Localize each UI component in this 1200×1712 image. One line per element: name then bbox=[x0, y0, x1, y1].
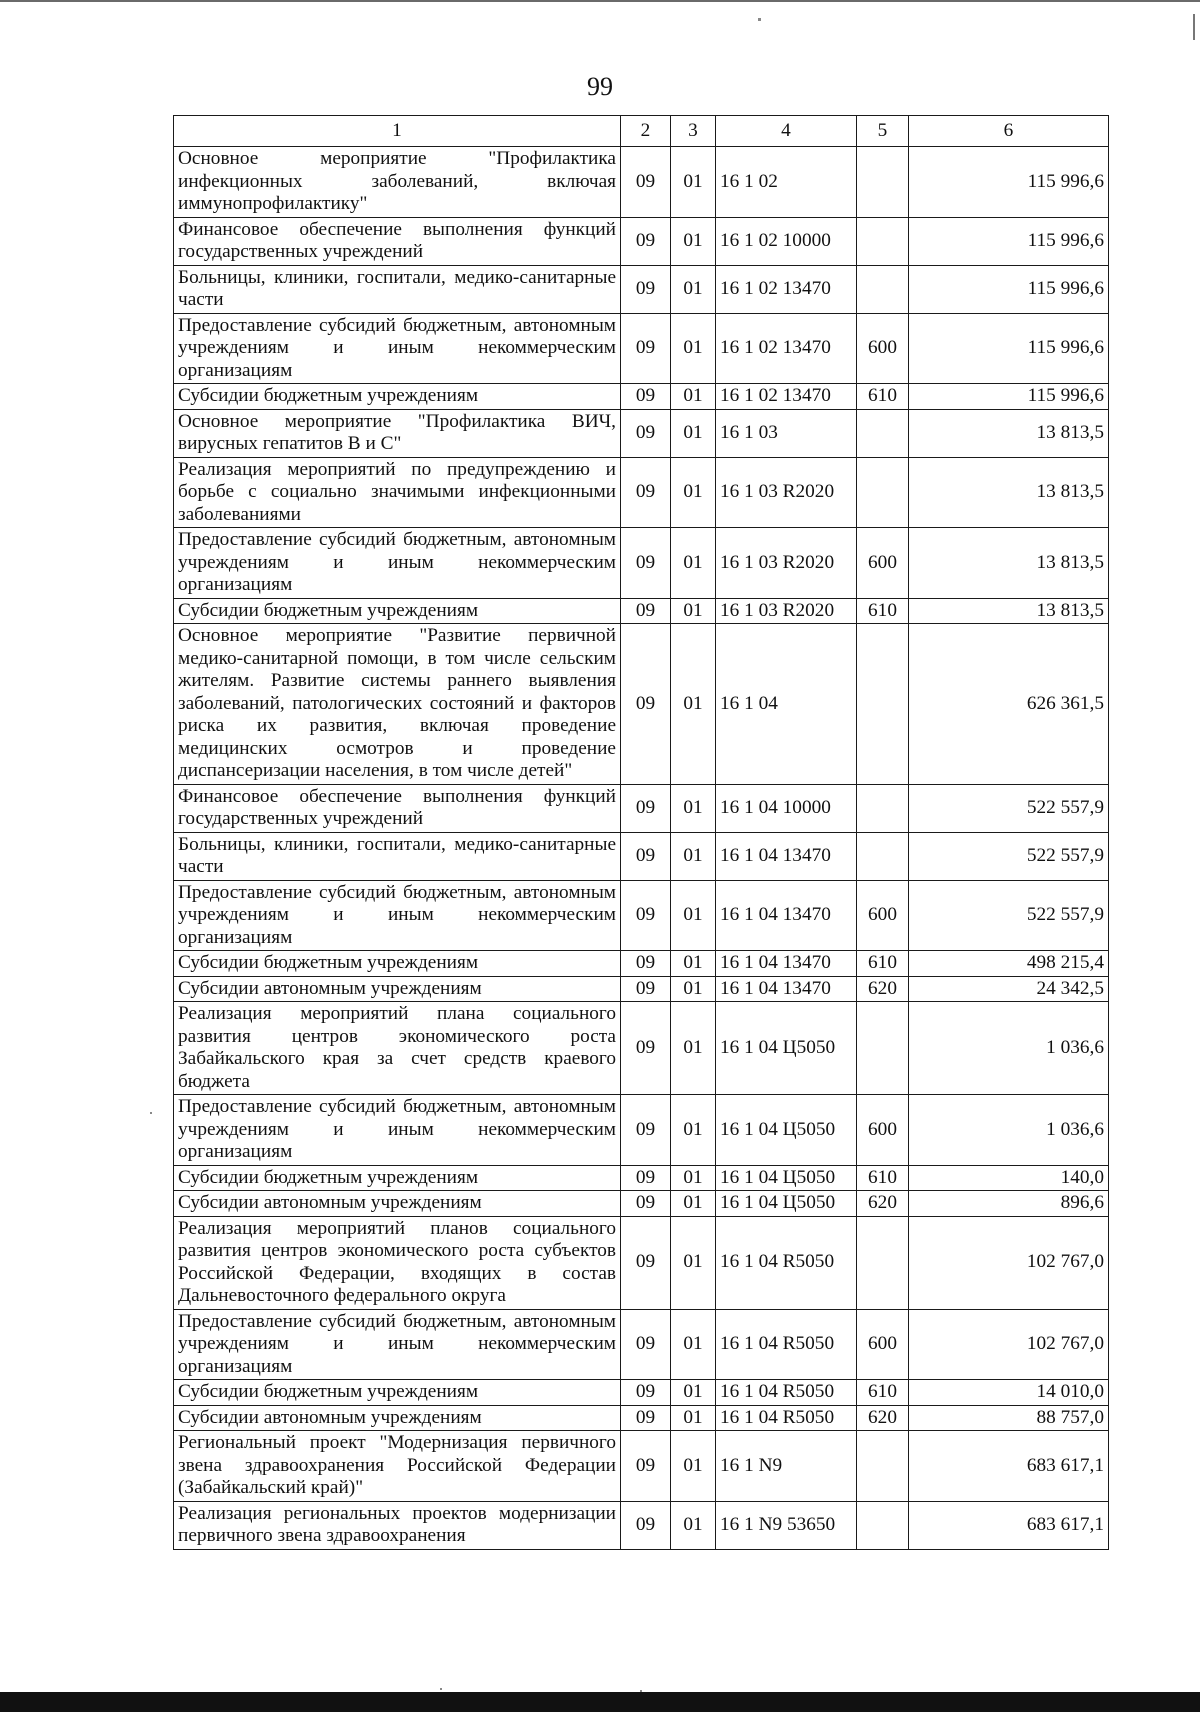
row-subsection-cell: 01 bbox=[671, 1095, 716, 1166]
row-subsection-cell: 01 bbox=[671, 1501, 716, 1549]
row-name-cell: Субсидии автономным учреждениям bbox=[174, 976, 621, 1002]
row-amount-cell: 140,0 bbox=[909, 1165, 1109, 1191]
table-row bbox=[174, 1165, 1109, 1191]
row-amount-cell: 683 617,1 bbox=[909, 1431, 1109, 1502]
row-name-cell: Реализация мероприятий планов социального развития центров экономического роста субъектов Российской Федерации, входящих в состав Дальневосточного федерального округа bbox=[174, 1216, 621, 1309]
table-row bbox=[174, 976, 1109, 1002]
row-expense-type-cell bbox=[857, 1002, 909, 1095]
scan-bottom-edge bbox=[0, 1692, 1200, 1712]
row-subsection-cell: 01 bbox=[671, 1380, 716, 1406]
header-col-1: 1 bbox=[174, 116, 621, 147]
row-subsection-cell: 01 bbox=[671, 1309, 716, 1380]
budget-table bbox=[173, 115, 1109, 1550]
row-subsection-cell: 01 bbox=[671, 880, 716, 951]
row-expense-type-cell bbox=[857, 147, 909, 218]
row-target-article-cell: 16 1 04 13470 bbox=[716, 951, 857, 977]
table-row bbox=[174, 1095, 1109, 1166]
row-amount-cell: 522 557,9 bbox=[909, 784, 1109, 832]
row-amount-cell: 683 617,1 bbox=[909, 1501, 1109, 1549]
row-expense-type-cell: 610 bbox=[857, 1380, 909, 1406]
row-expense-type-cell bbox=[857, 1216, 909, 1309]
row-name-cell: Предоставление субсидий бюджетным, автономным учреждениям и иным некоммерческим организациям bbox=[174, 528, 621, 599]
row-expense-type-cell: 620 bbox=[857, 1191, 909, 1217]
row-amount-cell: 14 010,0 bbox=[909, 1380, 1109, 1406]
row-amount-cell: 115 996,6 bbox=[909, 147, 1109, 218]
row-expense-type-cell: 600 bbox=[857, 528, 909, 599]
row-target-article-cell: 16 1 02 bbox=[716, 147, 857, 218]
row-name-cell: Больницы, клиники, госпитали, медико-санитарные части bbox=[174, 832, 621, 880]
table-row bbox=[174, 1501, 1109, 1549]
row-section-cell: 09 bbox=[621, 1380, 671, 1406]
row-section-cell: 09 bbox=[621, 1431, 671, 1502]
table-row bbox=[174, 598, 1109, 624]
row-expense-type-cell bbox=[857, 457, 909, 528]
row-name-cell: Субсидии бюджетным учреждениям bbox=[174, 598, 621, 624]
row-target-article-cell: 16 1 04 R5050 bbox=[716, 1309, 857, 1380]
row-amount-cell: 13 813,5 bbox=[909, 528, 1109, 599]
row-subsection-cell: 01 bbox=[671, 265, 716, 313]
row-subsection-cell: 01 bbox=[671, 147, 716, 218]
table-row bbox=[174, 624, 1109, 785]
table-header-row bbox=[174, 116, 1109, 147]
row-name-cell: Субсидии бюджетным учреждениям bbox=[174, 1380, 621, 1406]
row-expense-type-cell bbox=[857, 217, 909, 265]
row-expense-type-cell bbox=[857, 832, 909, 880]
row-name-cell: Субсидии бюджетным учреждениям bbox=[174, 1165, 621, 1191]
row-amount-cell: 626 361,5 bbox=[909, 624, 1109, 785]
header-col-3: 3 bbox=[671, 116, 716, 147]
row-subsection-cell: 01 bbox=[671, 1165, 716, 1191]
header-col-5: 5 bbox=[857, 116, 909, 147]
row-subsection-cell: 01 bbox=[671, 409, 716, 457]
row-target-article-cell: 16 1 02 10000 bbox=[716, 217, 857, 265]
row-section-cell: 09 bbox=[621, 784, 671, 832]
row-name-cell: Предоставление субсидий бюджетным, автономным учреждениям и иным некоммерческим организациям bbox=[174, 1095, 621, 1166]
row-amount-cell: 115 996,6 bbox=[909, 217, 1109, 265]
row-section-cell: 09 bbox=[621, 1191, 671, 1217]
row-subsection-cell: 01 bbox=[671, 1216, 716, 1309]
scan-speck bbox=[150, 1112, 152, 1114]
row-expense-type-cell: 600 bbox=[857, 313, 909, 384]
row-amount-cell: 13 813,5 bbox=[909, 598, 1109, 624]
page-number: 99 bbox=[587, 72, 613, 101]
row-target-article-cell: 16 1 03 bbox=[716, 409, 857, 457]
row-amount-cell: 498 215,4 bbox=[909, 951, 1109, 977]
row-section-cell: 09 bbox=[621, 313, 671, 384]
row-name-cell: Основное мероприятие "Профилактика инфекционных заболеваний, включая иммунопрофилактику" bbox=[174, 147, 621, 218]
row-subsection-cell: 01 bbox=[671, 1431, 716, 1502]
table-row bbox=[174, 1405, 1109, 1431]
row-section-cell: 09 bbox=[621, 1095, 671, 1166]
row-section-cell: 09 bbox=[621, 457, 671, 528]
row-subsection-cell: 01 bbox=[671, 784, 716, 832]
row-section-cell: 09 bbox=[621, 624, 671, 785]
row-section-cell: 09 bbox=[621, 1216, 671, 1309]
row-expense-type-cell: 610 bbox=[857, 384, 909, 410]
row-target-article-cell: 16 1 02 13470 bbox=[716, 265, 857, 313]
row-amount-cell: 115 996,6 bbox=[909, 313, 1109, 384]
row-target-article-cell: 16 1 03 R2020 bbox=[716, 528, 857, 599]
row-subsection-cell: 01 bbox=[671, 528, 716, 599]
row-target-article-cell: 16 1 04 Ц5050 bbox=[716, 1191, 857, 1217]
row-section-cell: 09 bbox=[621, 1309, 671, 1380]
row-subsection-cell: 01 bbox=[671, 313, 716, 384]
row-expense-type-cell bbox=[857, 265, 909, 313]
header-col-4: 4 bbox=[716, 116, 857, 147]
table-row bbox=[174, 457, 1109, 528]
row-name-cell: Субсидии автономным учреждениям bbox=[174, 1405, 621, 1431]
header-col-2: 2 bbox=[621, 116, 671, 147]
table-row bbox=[174, 784, 1109, 832]
row-name-cell: Реализация региональных проектов модернизации первичного звена здравоохранения bbox=[174, 1501, 621, 1549]
row-name-cell: Больницы, клиники, госпитали, медико-санитарные части bbox=[174, 265, 621, 313]
row-target-article-cell: 16 1 04 13470 bbox=[716, 976, 857, 1002]
row-section-cell: 09 bbox=[621, 1405, 671, 1431]
table-row bbox=[174, 1191, 1109, 1217]
row-amount-cell: 24 342,5 bbox=[909, 976, 1109, 1002]
row-target-article-cell: 16 1 04 10000 bbox=[716, 784, 857, 832]
table-row bbox=[174, 832, 1109, 880]
row-expense-type-cell: 620 bbox=[857, 976, 909, 1002]
row-section-cell: 09 bbox=[621, 832, 671, 880]
row-expense-type-cell bbox=[857, 784, 909, 832]
row-target-article-cell: 16 1 02 13470 bbox=[716, 384, 857, 410]
row-expense-type-cell bbox=[857, 624, 909, 785]
row-subsection-cell: 01 bbox=[671, 976, 716, 1002]
table-row bbox=[174, 384, 1109, 410]
row-name-cell: Субсидии бюджетным учреждениям bbox=[174, 951, 621, 977]
row-amount-cell: 522 557,9 bbox=[909, 880, 1109, 951]
row-amount-cell: 522 557,9 bbox=[909, 832, 1109, 880]
row-subsection-cell: 01 bbox=[671, 624, 716, 785]
table-row bbox=[174, 217, 1109, 265]
row-subsection-cell: 01 bbox=[671, 832, 716, 880]
scan-edge-mark bbox=[1193, 14, 1195, 40]
row-section-cell: 09 bbox=[621, 1165, 671, 1191]
row-amount-cell: 88 757,0 bbox=[909, 1405, 1109, 1431]
row-name-cell: Финансовое обеспечение выполнения функций государственных учреждений bbox=[174, 217, 621, 265]
table-row bbox=[174, 1309, 1109, 1380]
row-name-cell: Основное мероприятие "Развитие первичной медико-санитарной помощи, в том числе сельским жителям. Развитие системы раннего выявления заболеваний, патологических состояний и факторов риска их развития, включая проведение медицинских осмотров и проведение диспансеризации населения, в том числе детей" bbox=[174, 624, 621, 785]
table-body bbox=[174, 147, 1109, 1550]
row-section-cell: 09 bbox=[621, 409, 671, 457]
table-row bbox=[174, 880, 1109, 951]
row-name-cell: Региональный проект "Модернизация первичного звена здравоохранения Российской Федерации (Забайкальский край)" bbox=[174, 1431, 621, 1502]
row-target-article-cell: 16 1 04 R5050 bbox=[716, 1216, 857, 1309]
row-amount-cell: 115 996,6 bbox=[909, 265, 1109, 313]
row-subsection-cell: 01 bbox=[671, 1191, 716, 1217]
row-section-cell: 09 bbox=[621, 951, 671, 977]
scan-top-edge bbox=[0, 0, 1200, 2]
row-name-cell: Реализация мероприятий плана социального развития центров экономического роста Забайкальского края за счет средств краевого бюджета bbox=[174, 1002, 621, 1095]
row-amount-cell: 1 036,6 bbox=[909, 1095, 1109, 1166]
row-section-cell: 09 bbox=[621, 528, 671, 599]
row-section-cell: 09 bbox=[621, 217, 671, 265]
row-section-cell: 09 bbox=[621, 976, 671, 1002]
row-section-cell: 09 bbox=[621, 384, 671, 410]
row-section-cell: 09 bbox=[621, 880, 671, 951]
row-amount-cell: 115 996,6 bbox=[909, 384, 1109, 410]
table-row bbox=[174, 951, 1109, 977]
row-name-cell: Предоставление субсидий бюджетным, автономным учреждениям и иным некоммерческим организациям bbox=[174, 313, 621, 384]
table-row bbox=[174, 1002, 1109, 1095]
row-amount-cell: 896,6 bbox=[909, 1191, 1109, 1217]
row-expense-type-cell bbox=[857, 1431, 909, 1502]
row-name-cell: Предоставление субсидий бюджетным, автономным учреждениям и иным некоммерческим организациям bbox=[174, 880, 621, 951]
row-section-cell: 09 bbox=[621, 1501, 671, 1549]
row-name-cell: Субсидии бюджетным учреждениям bbox=[174, 384, 621, 410]
row-target-article-cell: 16 1 03 R2020 bbox=[716, 457, 857, 528]
row-expense-type-cell: 620 bbox=[857, 1405, 909, 1431]
row-subsection-cell: 01 bbox=[671, 598, 716, 624]
row-amount-cell: 102 767,0 bbox=[909, 1309, 1109, 1380]
row-section-cell: 09 bbox=[621, 147, 671, 218]
table-row bbox=[174, 265, 1109, 313]
row-name-cell: Реализация мероприятий по предупреждению и борьбе с социально значимыми инфекционными заболеваниями bbox=[174, 457, 621, 528]
row-name-cell: Предоставление субсидий бюджетным, автономным учреждениям и иным некоммерческим организациям bbox=[174, 1309, 621, 1380]
row-name-cell: Финансовое обеспечение выполнения функций государственных учреждений bbox=[174, 784, 621, 832]
row-subsection-cell: 01 bbox=[671, 384, 716, 410]
row-amount-cell: 13 813,5 bbox=[909, 409, 1109, 457]
row-subsection-cell: 01 bbox=[671, 1405, 716, 1431]
row-expense-type-cell: 610 bbox=[857, 1165, 909, 1191]
row-subsection-cell: 01 bbox=[671, 457, 716, 528]
table-row bbox=[174, 1431, 1109, 1502]
row-amount-cell: 1 036,6 bbox=[909, 1002, 1109, 1095]
scan-speck bbox=[758, 18, 761, 21]
row-subsection-cell: 01 bbox=[671, 951, 716, 977]
row-target-article-cell: 16 1 N9 bbox=[716, 1431, 857, 1502]
row-expense-type-cell bbox=[857, 1501, 909, 1549]
row-section-cell: 09 bbox=[621, 598, 671, 624]
row-amount-cell: 102 767,0 bbox=[909, 1216, 1109, 1309]
row-expense-type-cell: 610 bbox=[857, 598, 909, 624]
row-target-article-cell: 16 1 03 R2020 bbox=[716, 598, 857, 624]
table-row bbox=[174, 1380, 1109, 1406]
row-expense-type-cell: 600 bbox=[857, 1095, 909, 1166]
row-target-article-cell: 16 1 04 Ц5050 bbox=[716, 1095, 857, 1166]
row-section-cell: 09 bbox=[621, 265, 671, 313]
row-section-cell: 09 bbox=[621, 1002, 671, 1095]
row-target-article-cell: 16 1 N9 53650 bbox=[716, 1501, 857, 1549]
row-target-article-cell: 16 1 04 R5050 bbox=[716, 1380, 857, 1406]
row-expense-type-cell bbox=[857, 409, 909, 457]
row-expense-type-cell: 600 bbox=[857, 880, 909, 951]
row-subsection-cell: 01 bbox=[671, 217, 716, 265]
table-row bbox=[174, 528, 1109, 599]
row-target-article-cell: 16 1 04 13470 bbox=[716, 832, 857, 880]
row-target-article-cell: 16 1 04 13470 bbox=[716, 880, 857, 951]
table-row bbox=[174, 313, 1109, 384]
row-subsection-cell: 01 bbox=[671, 1002, 716, 1095]
row-target-article-cell: 16 1 04 R5050 bbox=[716, 1405, 857, 1431]
row-expense-type-cell: 610 bbox=[857, 951, 909, 977]
header-col-6: 6 bbox=[909, 116, 1109, 147]
row-target-article-cell: 16 1 04 Ц5050 bbox=[716, 1002, 857, 1095]
table-row bbox=[174, 409, 1109, 457]
row-target-article-cell: 16 1 02 13470 bbox=[716, 313, 857, 384]
scan-speck bbox=[440, 1688, 442, 1690]
row-target-article-cell: 16 1 04 bbox=[716, 624, 857, 785]
row-name-cell: Субсидии автономным учреждениям bbox=[174, 1191, 621, 1217]
table-row bbox=[174, 147, 1109, 218]
table-row bbox=[174, 1216, 1109, 1309]
row-target-article-cell: 16 1 04 Ц5050 bbox=[716, 1165, 857, 1191]
row-name-cell: Основное мероприятие "Профилактика ВИЧ, вирусных гепатитов В и С" bbox=[174, 409, 621, 457]
row-expense-type-cell: 600 bbox=[857, 1309, 909, 1380]
row-amount-cell: 13 813,5 bbox=[909, 457, 1109, 528]
